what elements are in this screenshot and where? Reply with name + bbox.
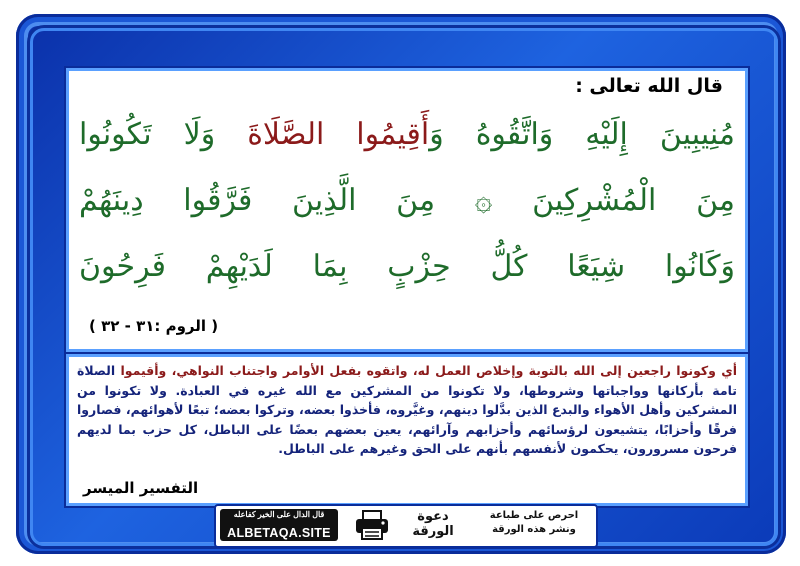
footer-bar bbox=[214, 504, 598, 548]
print-share-line-2: ونشر هذه الورقة bbox=[492, 524, 576, 535]
verse-line-1-part-b: أَقِيمُوا الصَّلَاةَ bbox=[247, 117, 430, 152]
verse-card bbox=[4, 4, 796, 562]
site-quote: قال الدال على الخير كفاعله bbox=[233, 510, 325, 519]
verse-panel bbox=[66, 68, 748, 352]
site-url[interactable]: ALBETAQA.SITE bbox=[227, 526, 331, 540]
verse-line-3: وَكَانُوا شِيَعًا كُلُّ حِزْبٍ بِمَا لَدَيْهِمْ فَرِحُونَ bbox=[79, 249, 735, 284]
verse-intro: قال الله تعالى : bbox=[575, 75, 723, 97]
verse-line-1 bbox=[79, 115, 735, 155]
verse-line-1-part-c: وَلَا تَكُونُوا bbox=[79, 117, 248, 152]
verse-line-2: مِنَ الْمُشْرِكِينَ ۞ مِنَ الَّذِينَ فَرَّقُوا دِينَهُمْ bbox=[79, 183, 735, 218]
dawah-logo bbox=[400, 509, 466, 541]
site-badge[interactable] bbox=[220, 509, 338, 541]
tafsir-text bbox=[77, 361, 737, 459]
print-share-line-1: احرص على طباعة bbox=[489, 510, 579, 521]
tafsir-body: الصلاة تامة بأركانها وواجباتها وشروطها، ولا تكونوا من المشركين مع الله غيره في العبادة. ولا تكونوا من المشركين وأهل الأهواء والبدع الذين بدَّلوا دينهم، وغيَّروه، فأخذوا بعضه، وتركوا بعضه؛ تبعًا لأهوائهم، فصاروا فرقًا وأحزابًا، يتشيعون لرؤسائهم وأحزابهم وآرائهم، يعين بعضهم بعضًا على الباطل، كل حزب بما لديهم فرحون مسرورون، يحكمون لأنفسهم بأنهم على الحق وغيرهم على الباطل. bbox=[77, 363, 737, 456]
print-share-note bbox=[478, 509, 590, 541]
tafsir-panel bbox=[66, 354, 748, 506]
tafsir-source: التفسير الميسر bbox=[83, 479, 199, 497]
printer-icon bbox=[354, 509, 390, 541]
dawah-logo-text: دعوة الورقة bbox=[412, 509, 454, 539]
verse-reference: ( الروم :٣١ - ٣٢ ) bbox=[89, 317, 219, 335]
tafsir-highlight: أي وكونوا راجعين إلى الله بالتوبة وإخلاص العمل له، واتقوه بفعل الأوامر واجتناب النواهي، وأقيموا bbox=[120, 363, 737, 378]
verse-line-1-part-a: مُنِيبِينَ إِلَيْهِ وَاتَّقُوهُ وَ bbox=[429, 117, 735, 152]
